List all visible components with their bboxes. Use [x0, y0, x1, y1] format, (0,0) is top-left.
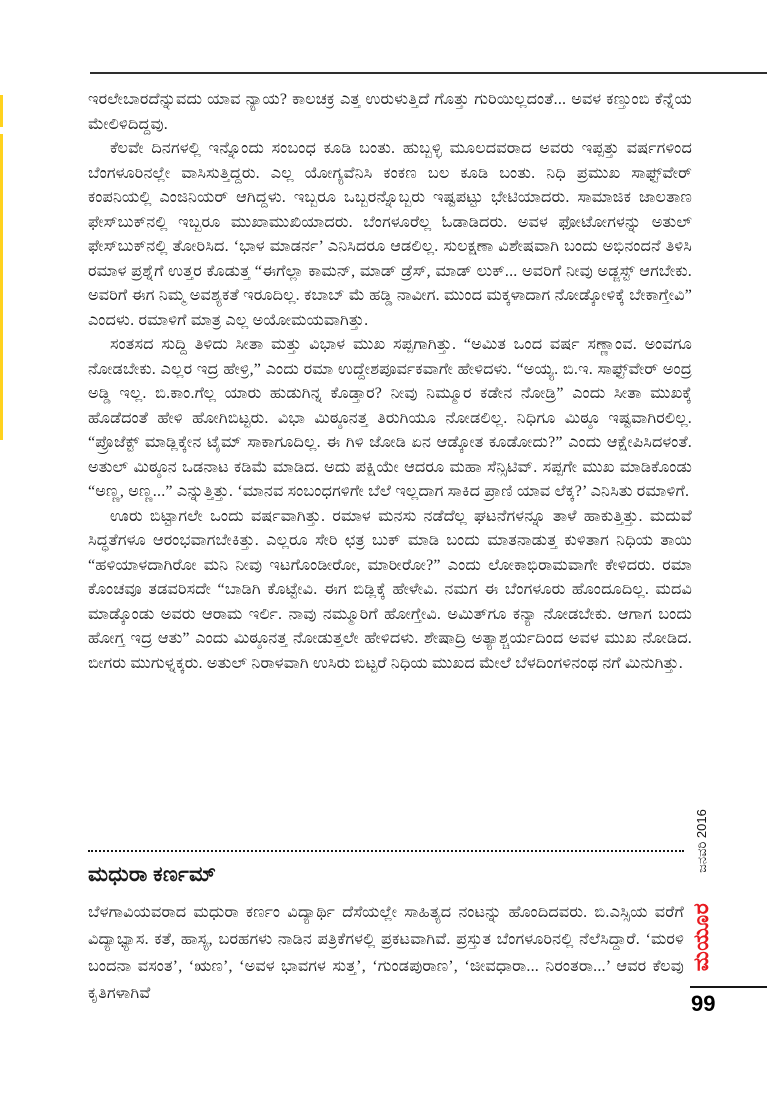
story-body: [88, 88, 692, 676]
author-bio: ಬೆಳಗಾವಿಯವರಾದ ಮಧುರಾ ಕರ್ಣಂ ವಿದ್ಯಾರ್ಥಿ ದೆಸೆಯಲ್ಲೇ ಸಾಹಿತ್ಯದ ನಂಟನ್ನು ಹೊಂದಿದವರು. ಬಿ.ಎಸ್ಸಿಯ ವರೆಗೆ ವಿದ್ಯಾಭ್ಯಾಸ. ಕತೆ, ಹಾಸ್ಯ, ಬರಹಗಳು ನಾಡಿನ ಪತ್ರಿಕೆಗಳಲ್ಲಿ ಪ್ರಕಟವಾಗಿವೆ. ಪ್ರಸ್ತುತ ಬೆಂಗಳೂರಿನಲ್ಲಿ ನೆಲೆಸಿದ್ದಾರೆ. ‘ಮರಳಿ ಬಂದನಾ ವಸಂತ’, ‘ಋಣ’, ‘ಅವಳ ಭಾವಗಳ ಸುತ್ತ’, ‘ಗುಂಡಪುರಾಣ’, ‘ಜೀವಧಾರಾ... ನಿರಂತರಾ...’ ಆವರ ಕೆಲವು ಕೃತಿಗಳಾಗಿವೆ: [88, 904, 684, 1002]
story-paragraph: ಇರಲೇಬಾರದೆನ್ನುವದು ಯಾವ ನ್ಯಾಯ? ಕಾಲಚಕ್ರ ಎತ್ತ ಉರುಳುತ್ತಿದೆ ಗೊತ್ತು ಗುರಿಯಿಲ್ಲದಂತೆ... ಅವಳ ಕಣ್ತುಂಬಿ ಕೆನ್ನೆಯ ಮೇಲಿಳಿದಿದ್ದವು.: [88, 91, 692, 133]
author-separator-dotted-rule: [88, 850, 684, 852]
story-paragraph: ಊರು ಬಿಟ್ಟಾಗಲೇ ಒಂದು ವರ್ಷವಾಗಿತ್ತು. ರಮಾಳ ಮನಸು ನಡೆದೆಲ್ಲ ಘಟನೆಗಳನ್ನೂ ತಾಳೆ ಹಾಕುತ್ತಿತ್ತು. ಮದುವೆ ಸಿದ್ಧತೆಗಳೂ ಆರಂಭವಾಗಬೇಕಿತ್ತು. ಎಲ್ಲರೂ ಸೇರಿ ಛತ್ರ ಬುಕ್ ಮಾಡಿ ಬಂದು ಮಾತನಾಡುತ್ತ ಕುಳಿತಾಗ ನಿಧಿಯ ತಾಯಿ “ಹಳಿಯಾಳದಾಗಿರೋ ಮನಿ ನೀವು ಇಟಗೊಂಡೀರೋ, ಮಾರೀರೋ?” ಎಂದು ಲೋಕಾಭಿರಾಮವಾಗೇ ಕೇಳಿದರು. ರಮಾ ಕೊಂಚವೂ ತಡವರಿಸದೇ “ಬಾಡಿಗಿ ಕೊಟ್ಟೇವಿ. ಈಗ ಬಿಡ್ಲಿಕ್ಕೆ ಹೇಳೇವಿ. ನಮಗ ಈ ಬೆಂಗಳೂರು ಹೊಂದೂದಿಲ್ಲ. ಮದವಿ ಮಾಡ್ಕೊಂಡು ಅವರು ಆರಾಮ ಇರ್ಲಿ. ನಾವು ನಮ್ಮೂರಿಗೆ ಹೋಗ್ತೇವಿ. ಅಮಿತ್‌ಗೂ ಕನ್ಯಾ ನೋಡಬೇಕು. ಆಗಾಗ ಬಂದು ಹೋಗ್ತ ಇದ್ರ ಆತು” ಎಂದು ಮಿಠ್ಠೂನತ್ತ ನೋಡುತ್ತಲೇ ಹೇಳಿದಳು. ಶೇಷಾದ್ರಿ ಅತ್ಯಾಶ್ಚರ್ಯದಿಂದ ಅವಳ ಮುಖ ನೋಡಿದ. ಬೀಗರು ಮುಗುಳ್ನಕ್ಕರು. ಅತುಲ್ ನಿರಾಳವಾಗಿ ಉಸಿರು ಬಿಟ್ಟರೆ ನಿಧಿಯ ಮುಖದ ಮೇಲೆ ಬೆಳದಿಂಗಳಿನಂಥ ನಗೆ ಮಿನುಗಿತ್ತು.: [88, 507, 692, 672]
page-number: 99: [691, 991, 716, 1016]
issue-date-vertical: ಜನವರಿ 2016: [694, 809, 709, 873]
author-section: [88, 850, 684, 1007]
left-edge-highlight-strip: [0, 134, 3, 440]
story-paragraph: ಸಂತಸದ ಸುದ್ದಿ ತಿಳಿದು ಸೀತಾ ಮತ್ತು ವಿಭಾಳ ಮುಖ ಸಪ್ಪಗಾಗಿತ್ತು. “ಅಮಿತ ಒಂದ ವರ್ಷ ಸಣ್ಣಾಂವ. ಅಂವಗೂ ನೋಡಬೇಕು. ಎಲ್ಲರ ಇದ್ರ ಹೇಳ್ರಿ,” ಎಂದು ರಮಾ ಉದ್ದೇಶಪೂರ್ವಕವಾಗೇ ಹೇಳಿದಳು. “ಅಯ್ಯ. ಬಿ.ಇ. ಸಾಫ್ಟ್‌ವೇರ್ ಅಂದ್ರ ಅಡ್ಡಿ ಇಲ್ಲ. ಬಿ.ಕಾಂ.ಗೆಲ್ಲ ಯಾರು ಹುಡುಗಿನ್ನ ಕೊಡ್ತಾರ? ನೀವು ನಿಮ್ಮೂರ ಕಡೇನ ನೋಡ್ರಿ” ಎಂದು ಸೀತಾ ಮುಖಕ್ಕೆ ಹೊಡೆದಂತೆ ಹೇಳಿ ಹೋಗಿಬಿಟ್ಟರು. ವಿಭಾ ಮಿಠ್ಠೂನತ್ತ ತಿರುಗಿಯೂ ನೋಡಲಿಲ್ಲ. ನಿಧಿಗೂ ಮಿಠ್ಠೂ ಇಷ್ಟವಾಗಿರಲಿಲ್ಲ. “ಪ್ರೊಜೆಕ್ಟ್ ಮಾಡ್ಲಿಕ್ಕೇನ ಟೈಮ್ ಸಾಕಾಗೂದಿಲ್ಲ. ಈ ಗಿಳಿ ಜೋಡಿ ಏನ ಆಡ್ಕೋತ ಕೂಡೋದು?” ಎಂದು ಆಕ್ಷೇಪಿಸಿದಳಂತೆ. ಅತುಲ್ ಮಿಠ್ಠೂನ ಒಡನಾಟ ಕಡಿಮೆ ಮಾಡಿದ. ಅದು ಪಕ್ಷಿಯೇ ಆದರೂ ಮಹಾ ಸೆನ್ಸಿಟಿವ್. ಸಪ್ಪಗೇ ಮುಖ ಮಾಡಿಕೊಂಡು “ಅಣ್ಣ, ಅಣ್ಣ...” ಎನ್ನುತ್ತಿತ್ತು. ‘ಮಾನವ ಸಂಬಂಧಗಳಿಗೇ ಬೆಲೆ ಇಲ್ಲದಾಗ ಸಾಕಿದ ಪ್ರಾಣಿ ಯಾವ ಲೆಕ್ಕ?’ ಎನಿಸಿತು ರಮಾಳಿಗೆ.: [88, 336, 692, 500]
page-number-rule: [690, 986, 767, 988]
left-edge-highlight-strip: [0, 95, 3, 127]
story-paragraph: ಕೆಲವೇ ದಿನಗಳಲ್ಲಿ ಇನ್ನೊಂದು ಸಂಬಂಧ ಕೂಡಿ ಬಂತು. ಹುಬ್ಬಳ್ಳಿ ಮೂಲದವರಾದ ಅವರು ಇಪ್ಪತ್ತು ವರ್ಷಗಳಿಂದ ಬೆಂಗಳೂರಿನಲ್ಲೇ ವಾಸಿಸುತ್ತಿದ್ದರು. ಎಲ್ಲ ಯೋಗ್ಯವೆನಿಸಿ ಕಂಕಣ ಬಲ ಕೂಡಿ ಬಂತು. ನಿಧಿ ಪ್ರಮುಖ ಸಾಫ್ಟ್‌ವೇರ್ ಕಂಪನಿಯಲ್ಲಿ ಎಂಜಿನಿಯರ್ ಆಗಿದ್ದಳು. ಇಬ್ಬರೂ ಒಬ್ಬರನ್ನೊಬ್ಬರು ಇಷ್ಟಪಟ್ಟು ಭೇಟಿಯಾದರು. ಸಾಮಾಜಿಕ ಜಾಲತಾಣ ಫೇಸ್‌ಬುಕ್‌ನಲ್ಲಿ ಇಬ್ಬರೂ ಮುಖಾಮುಖಿಯಾದರು. ಬೆಂಗಳೂರೆಲ್ಲ ಓಡಾಡಿದರು. ಅವಳ ಫೋಟೋಗಳನ್ನು ಅತುಲ್ ಫೇಸ್‌ಬುಕ್‌ನಲ್ಲಿ ತೋರಿಸಿದ. ‘ಭಾಳ ಮಾಡರ್ನ’ ಎನಿಸಿದರೂ ಆಡಲಿಲ್ಲ. ಸುಲಕ್ಷಣಾ ವಿಶೇಷವಾಗಿ ಬಂದು ಅಭಿನಂದನೆ ತಿಳಿಸಿ ರಮಾಳ ಪ್ರಶ್ನೆಗೆ ಉತ್ತರ ಕೊಡುತ್ತ “ಈಗೆಲ್ಲಾ ಕಾಮನ್, ಮಾಡ್ ಡ್ರೆಸ್, ಮಾಡ್ ಲುಕ್... ಅವರಿಗೆ ನೀವು ಅಡ್ಜಸ್ಟ್ ಆಗಬೇಕು. ಅವರಿಗೆ ಈಗ ನಿಮ್ಮ ಅವಶ್ಯಕತೆ ಇರೂದಿಲ್ಲ. ಕಬಾಬ್ ಮೆ ಹಡ್ಡಿ ನಾವೀಗ. ಮುಂದ ಮಕ್ಕಳಾದಾಗ ನೋಡ್ಕೋಳಿಕ್ಕೆ ಬೇಕಾಗ್ತೇವಿ” ಎಂದಳು. ರಮಾಳಿಗೆ ಮಾತ್ರ ಎಲ್ಲ ಅಯೋಮಯವಾಗಿತ್ತು.: [88, 140, 692, 329]
magazine-logo-vertical: ಮಯೂರ: [690, 902, 713, 972]
page-top-rule: [90, 72, 767, 74]
author-name-heading: ಮಧುರಾ ಕರ್ಣಮ್: [88, 862, 217, 886]
